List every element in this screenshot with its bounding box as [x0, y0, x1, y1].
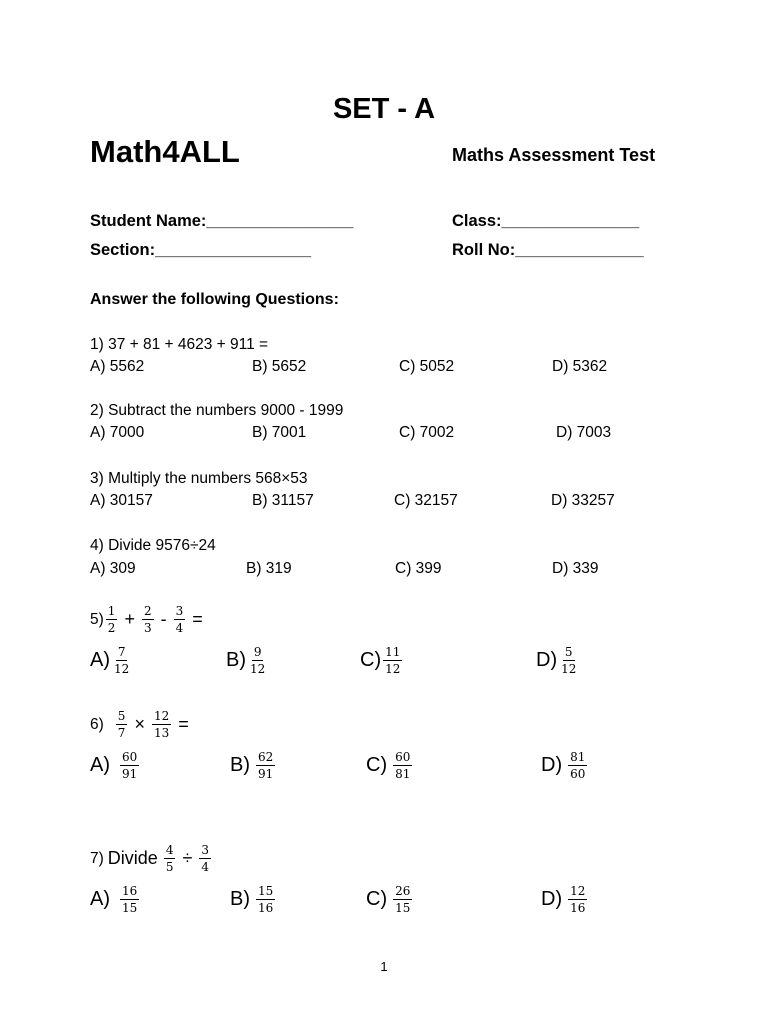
question-4-option-d: D) 339 — [552, 560, 599, 577]
question-7-option-b: B) $\frac{15}{16}$ — [230, 884, 274, 915]
page-number: 1 — [380, 959, 388, 974]
question-2-option-d: D) 7003 — [556, 424, 612, 441]
question-6-option-c: C) $\frac{60}{81}$ — [366, 750, 411, 781]
question-6-option-d: D) $\frac{81}{60}$ — [541, 750, 586, 781]
question-7-option-a: A) $\frac{16}{15}$ — [90, 884, 138, 915]
question-6-number: 6) — [90, 715, 104, 733]
question-5-prompt — [90, 604, 208, 635]
question-3-option-b: B) 31157 — [252, 492, 314, 509]
question-2-option-b: B) 7001 — [252, 424, 307, 441]
question-1-option-a: A) 5562 — [90, 358, 145, 375]
question-2-option-c: C) 7002 — [399, 424, 455, 441]
operator: × — [134, 714, 145, 734]
question-3-option-a: A) 30157 — [90, 492, 153, 509]
question-7-word: Divide — [107, 848, 158, 868]
fraction: $\frac{12}{13}$ — [153, 709, 170, 740]
operator: ÷ — [182, 848, 193, 868]
question-4-prompt: 4) Divide 9576÷24 — [90, 537, 216, 554]
operator: + — [124, 609, 135, 629]
roll-no-field: Roll No:______________ — [452, 241, 644, 259]
class-field: Class:_______________ — [452, 212, 640, 230]
question-2-option-a: A) 7000 — [90, 424, 145, 441]
question-5-number: 5) — [90, 610, 104, 628]
question-6-prompt — [90, 709, 194, 740]
question-5-option-c: C) $\frac{11}{12}$ — [360, 645, 401, 676]
question-7-option-d: D) $\frac{12}{16}$ — [541, 884, 586, 915]
question-3-prompt: 3) Multiply the numbers 568×53 — [90, 470, 308, 487]
operator: = — [192, 609, 203, 629]
question-4-option-a: A) 309 — [90, 560, 136, 577]
test-name: Maths Assessment Test — [452, 145, 656, 165]
question-5-option-b: B) $\frac{9}{12}$ — [226, 645, 266, 676]
question-2-prompt: 2) Subtract the numbers 9000 - 1999 — [90, 402, 344, 419]
question-7-option-c: C) $\frac{26}{15}$ — [366, 884, 411, 915]
question-1-option-d: D) 5362 — [552, 358, 608, 375]
set-title: SET - A — [332, 93, 436, 125]
question-3-option-d: D) 33257 — [551, 492, 615, 509]
question-4-option-c: C) 399 — [395, 560, 442, 577]
operator: - — [160, 609, 167, 629]
question-1-option-c: C) 5052 — [399, 358, 455, 375]
section-field: Section:_________________ — [90, 241, 312, 259]
fraction: $\frac{1}{2}$ — [107, 604, 116, 635]
question-5-option-a: A) $\frac{7}{12}$ — [90, 645, 130, 676]
question-1-prompt: 1) 37 + 81 + 4623 + 911 = — [90, 336, 269, 353]
fraction: $\frac{3}{4}$ — [201, 843, 209, 874]
question-7-number: 7) — [90, 849, 104, 867]
student-name-field: Student Name:________________ — [90, 212, 354, 230]
question-6-option-b: B) $\frac{62}{91}$ — [230, 750, 274, 781]
brand-title: Math4ALL — [90, 134, 240, 169]
fraction: $\frac{5}{7}$ — [117, 709, 126, 740]
question-5-option-d: D) $\frac{5}{12}$ — [536, 645, 577, 676]
question-1-option-b: B) 5652 — [252, 358, 307, 375]
fraction: $\frac{2}{3}$ — [143, 604, 152, 635]
question-4-option-b: B) 319 — [246, 560, 292, 577]
instructions: Answer the following Questions: — [90, 291, 339, 308]
question-6-option-a: A) $\frac{60}{91}$ — [90, 750, 138, 781]
question-3-option-c: C) 32157 — [394, 492, 458, 509]
operator: = — [178, 714, 189, 734]
question-7-prompt — [90, 843, 213, 874]
fraction: $\frac{3}{4}$ — [175, 604, 184, 635]
fraction: $\frac{4}{5}$ — [165, 843, 174, 874]
